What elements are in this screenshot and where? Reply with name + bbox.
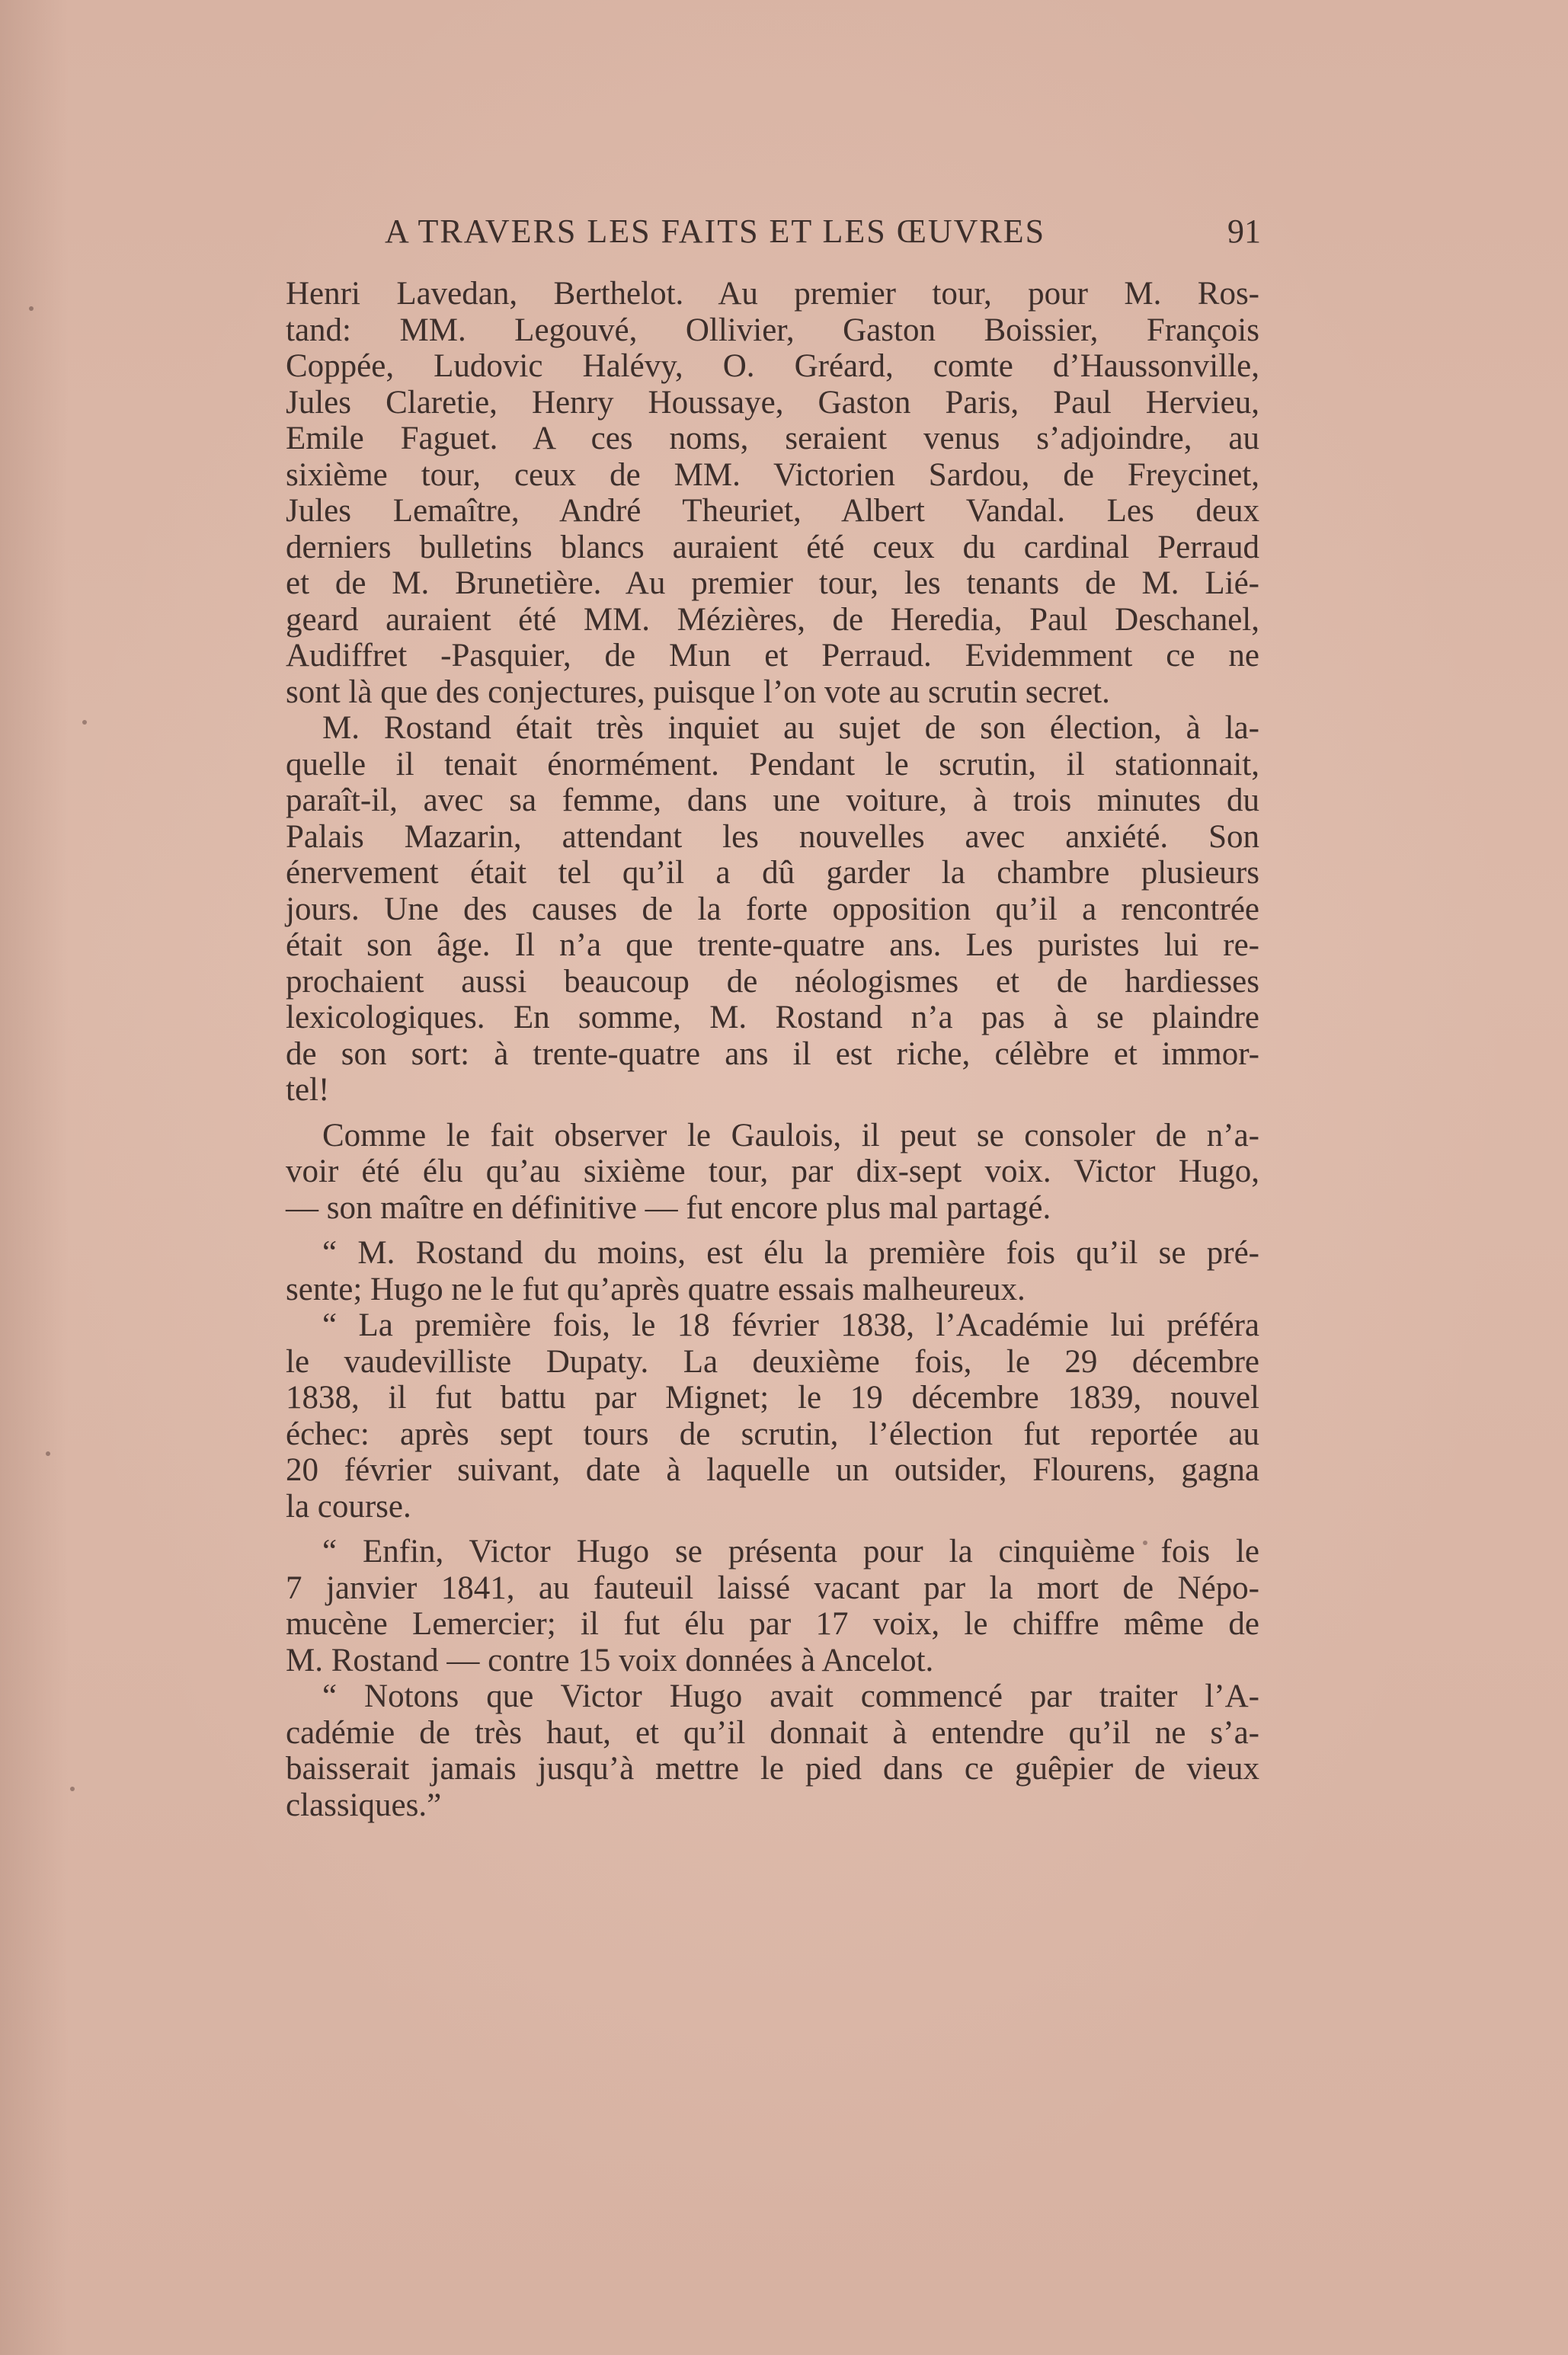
text-line: Henri Lavedan, Berthelot. Au premier tour, pour M. Ros-: [286, 276, 1259, 312]
text-line: derniers bulletins blancs auraient été ceux du cardinal Perraud: [286, 529, 1259, 565]
text-line: mucène Lemercier; il fut élu par 17 voix, le chiffre même de: [286, 1606, 1259, 1642]
text-line: sixième tour, ceux de MM. Victorien Sardou, de Freycinet,: [286, 456, 1259, 493]
text-line: “ M. Rostand du moins, est élu la première fois qu’il se pré-: [322, 1235, 1259, 1271]
text-line: et de M. Brunetière. Au premier tour, les tenants de M. Lié-: [286, 565, 1259, 601]
running-head: A TRAVERS LES FAITS ET LES ŒUVRES: [385, 213, 1046, 250]
text-line: tel!: [286, 1072, 330, 1108]
speck: [82, 720, 87, 725]
text-line: énervement était tel qu’il a dû garder la chambre plusieurs: [286, 855, 1259, 891]
text-line: lexicologiques. En somme, M. Rostand n’a pas à se plaindre: [286, 1000, 1259, 1035]
text-line: M. Rostand — contre 15 voix données à Ancelot.: [286, 1642, 934, 1678]
paragraph: [286, 710, 1259, 1109]
paragraph: [286, 276, 1259, 710]
text-line: baisserait jamais jusqu’à mettre le pied dans ce guêpier de vieux: [286, 1751, 1259, 1787]
speck: [1143, 1541, 1147, 1545]
text-line: de son sort: à trente-quatre ans il est riche, célèbre et immor-: [286, 1035, 1259, 1072]
text-line: Jules Lemaître, André Theuriet, Albert Vandal. Les deux: [286, 493, 1259, 529]
text-line: “ Enfin, Victor Hugo se présenta pour la cinquième fois le: [322, 1534, 1259, 1569]
page-header: [385, 212, 1261, 265]
text-line: sont là que des conjectures, puisque l’on vote au scrutin secret.: [286, 674, 1110, 710]
speck: [70, 1787, 75, 1791]
text-line: Comme le fait observer le Gaulois, il peut se consoler de n’a-: [322, 1117, 1259, 1154]
text-line: la course.: [286, 1488, 411, 1525]
text-line: paraît-il, avec sa femme, dans une voiture, à trois minutes du: [286, 782, 1259, 818]
text-line: tand: MM. Legouvé, Ollivier, Gaston Boissier, François: [286, 312, 1259, 348]
body-text: [286, 276, 1259, 1823]
paragraph: [286, 1678, 1259, 1823]
text-line: Emile Faguet. A ces noms, seraient venus s’adjoindre, au: [286, 421, 1259, 456]
text-line: geard auraient été MM. Mézières, de Heredia, Paul Deschanel,: [286, 601, 1259, 638]
speck: [46, 1451, 50, 1456]
page-number: 91: [1227, 213, 1261, 250]
text-line: 7 janvier 1841, au fauteuil laissé vacant par la mort de Népo-: [286, 1569, 1259, 1606]
text-line: 20 février suivant, date à laquelle un outsider, Flourens, gagna: [286, 1452, 1259, 1488]
text-line: classiques.”: [286, 1787, 442, 1823]
text-line: Coppée, Ludovic Halévy, O. Gréard, comte d’Haussonville,: [286, 348, 1259, 384]
text-line: “ Notons que Victor Hugo avait commencé par traiter l’A-: [322, 1678, 1259, 1714]
text-line: était son âge. Il n’a que trente-quatre ans. Les puristes lui re-: [286, 927, 1259, 963]
paragraph: [286, 1307, 1259, 1525]
text-line: Audiffret -Pasquier, de Mun et Perraud. Evidemment ce ne: [286, 638, 1259, 674]
speck: [29, 306, 34, 311]
text-line: 1838, il fut battu par Mignet; le 19 décembre 1839, nouvel: [286, 1380, 1259, 1416]
text-line: “ La première fois, le 18 février 1838, l’Académie lui préféra: [322, 1307, 1259, 1343]
paragraph: [286, 1235, 1259, 1307]
text-line: Jules Claretie, Henry Houssaye, Gaston Paris, Paul Hervieu,: [286, 384, 1259, 421]
paragraph: [286, 1534, 1259, 1678]
text-line: prochaient aussi beaucoup de néologismes et de hardiesses: [286, 963, 1259, 1000]
text-line: M. Rostand était très inquiet au sujet de son élection, à la-: [322, 710, 1259, 746]
text-line: sente; Hugo ne le fut qu’après quatre essais malheureux.: [286, 1271, 1026, 1307]
text-line: jours. Une des causes de la forte opposition qu’il a rencontrée: [286, 891, 1259, 927]
text-line: échec: après sept tours de scrutin, l’élection fut reportée au: [286, 1416, 1259, 1452]
paragraph: [286, 1118, 1259, 1227]
text-line: — son maître en définitive — fut encore plus mal partagé.: [286, 1189, 1051, 1226]
text-line: quelle il tenait énormément. Pendant le scrutin, il stationnait,: [286, 746, 1259, 782]
page-edge-shadow: [0, 0, 69, 2355]
text-line: voir été élu qu’au sixième tour, par dix-sept voix. Victor Hugo,: [286, 1154, 1259, 1189]
text-line: Palais Mazarin, attendant les nouvelles avec anxiété. Son: [286, 818, 1259, 855]
text-line: cadémie de très haut, et qu’il donnait à entendre qu’il ne s’a-: [286, 1714, 1259, 1751]
text-line: le vaudevilliste Dupaty. La deuxième fois, le 29 décembre: [286, 1343, 1259, 1380]
